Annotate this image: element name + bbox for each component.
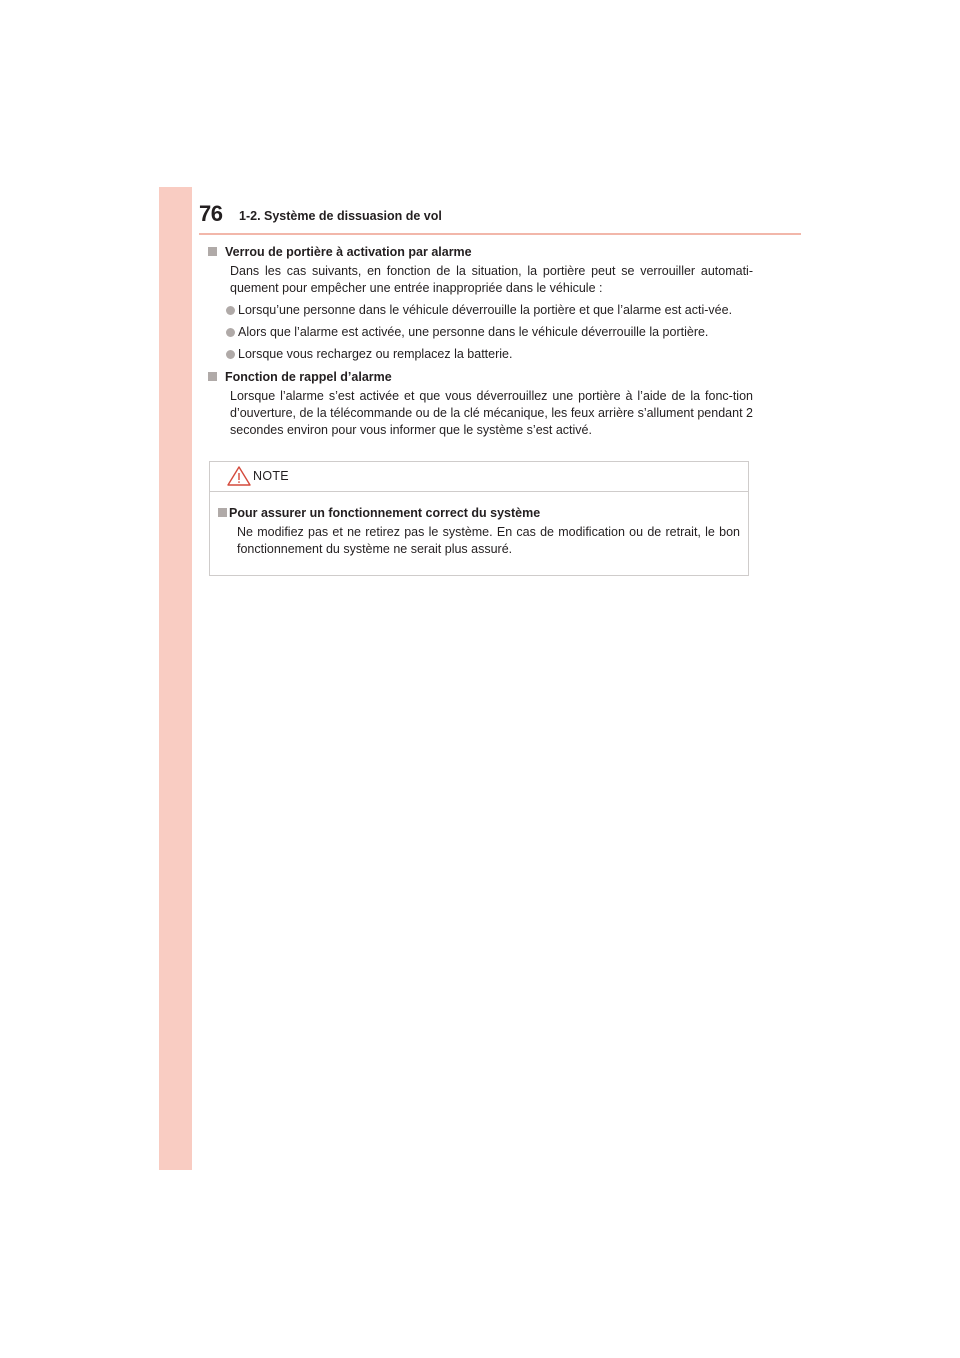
- chapter-title: 1-2. Système de dissuasion de vol: [239, 209, 442, 223]
- circle-bullet-icon: [226, 350, 235, 359]
- section-intro: Dans les cas suivants, en fonction de la situation, la portière peut se verrouiller automati-quement pour empêcher une entrée inappropriée dans le véhicule :: [230, 264, 753, 295]
- chapter-side-strip: [159, 187, 192, 1170]
- page-header: [199, 201, 801, 235]
- list-item-text: Lorsqu’une personne dans le véhicule déverrouille la portière et que l’alarme est acti-vée.: [238, 303, 733, 317]
- list-item-text: Alors que l’alarme est activée, une personne dans le véhicule déverrouille la portière.: [238, 325, 709, 339]
- list-item: [208, 346, 753, 363]
- circle-bullet-icon: [226, 306, 235, 315]
- square-bullet-icon: [218, 508, 227, 517]
- square-bullet-icon: [208, 372, 217, 381]
- main-content: [208, 243, 753, 439]
- section-heading-text: Fonction de rappel d’alarme: [225, 370, 392, 384]
- note-header: [210, 462, 748, 492]
- circle-bullet-icon: [226, 328, 235, 337]
- section-heading: [208, 243, 753, 261]
- list-item-text: Lorsque vous rechargez ou remplacez la batterie.: [238, 347, 513, 361]
- list-item: [208, 302, 753, 319]
- note-body: [218, 504, 740, 558]
- section-heading-text: Verrou de portière à activation par alarme: [225, 245, 472, 259]
- header-rule: [199, 233, 801, 235]
- note-text: Ne modifiez pas et ne retirez pas le système. En cas de modification ou de retrait, le bon fonctionnement du système ne serait plus assuré.: [237, 525, 740, 556]
- section-intro: Lorsque l’alarme s’est activée et que vous déverrouillez une portière à l’aide de la fonc-tion d’ouverture, de la télécommande ou de la clé mécanique, les feux arrière s’allument pendant 2 secondes environ pour vous informer que le système s’est activé.: [230, 389, 753, 437]
- note-heading-text: Pour assurer un fonctionnement correct du système: [229, 506, 541, 520]
- page-number: 76: [199, 201, 223, 226]
- note-label: NOTE: [253, 469, 289, 483]
- list-item: [208, 324, 753, 341]
- warning-triangle-icon: [226, 465, 252, 487]
- square-bullet-icon: [208, 247, 217, 256]
- note-box: [209, 461, 749, 576]
- section-heading: [208, 368, 753, 386]
- note-heading: [218, 504, 740, 522]
